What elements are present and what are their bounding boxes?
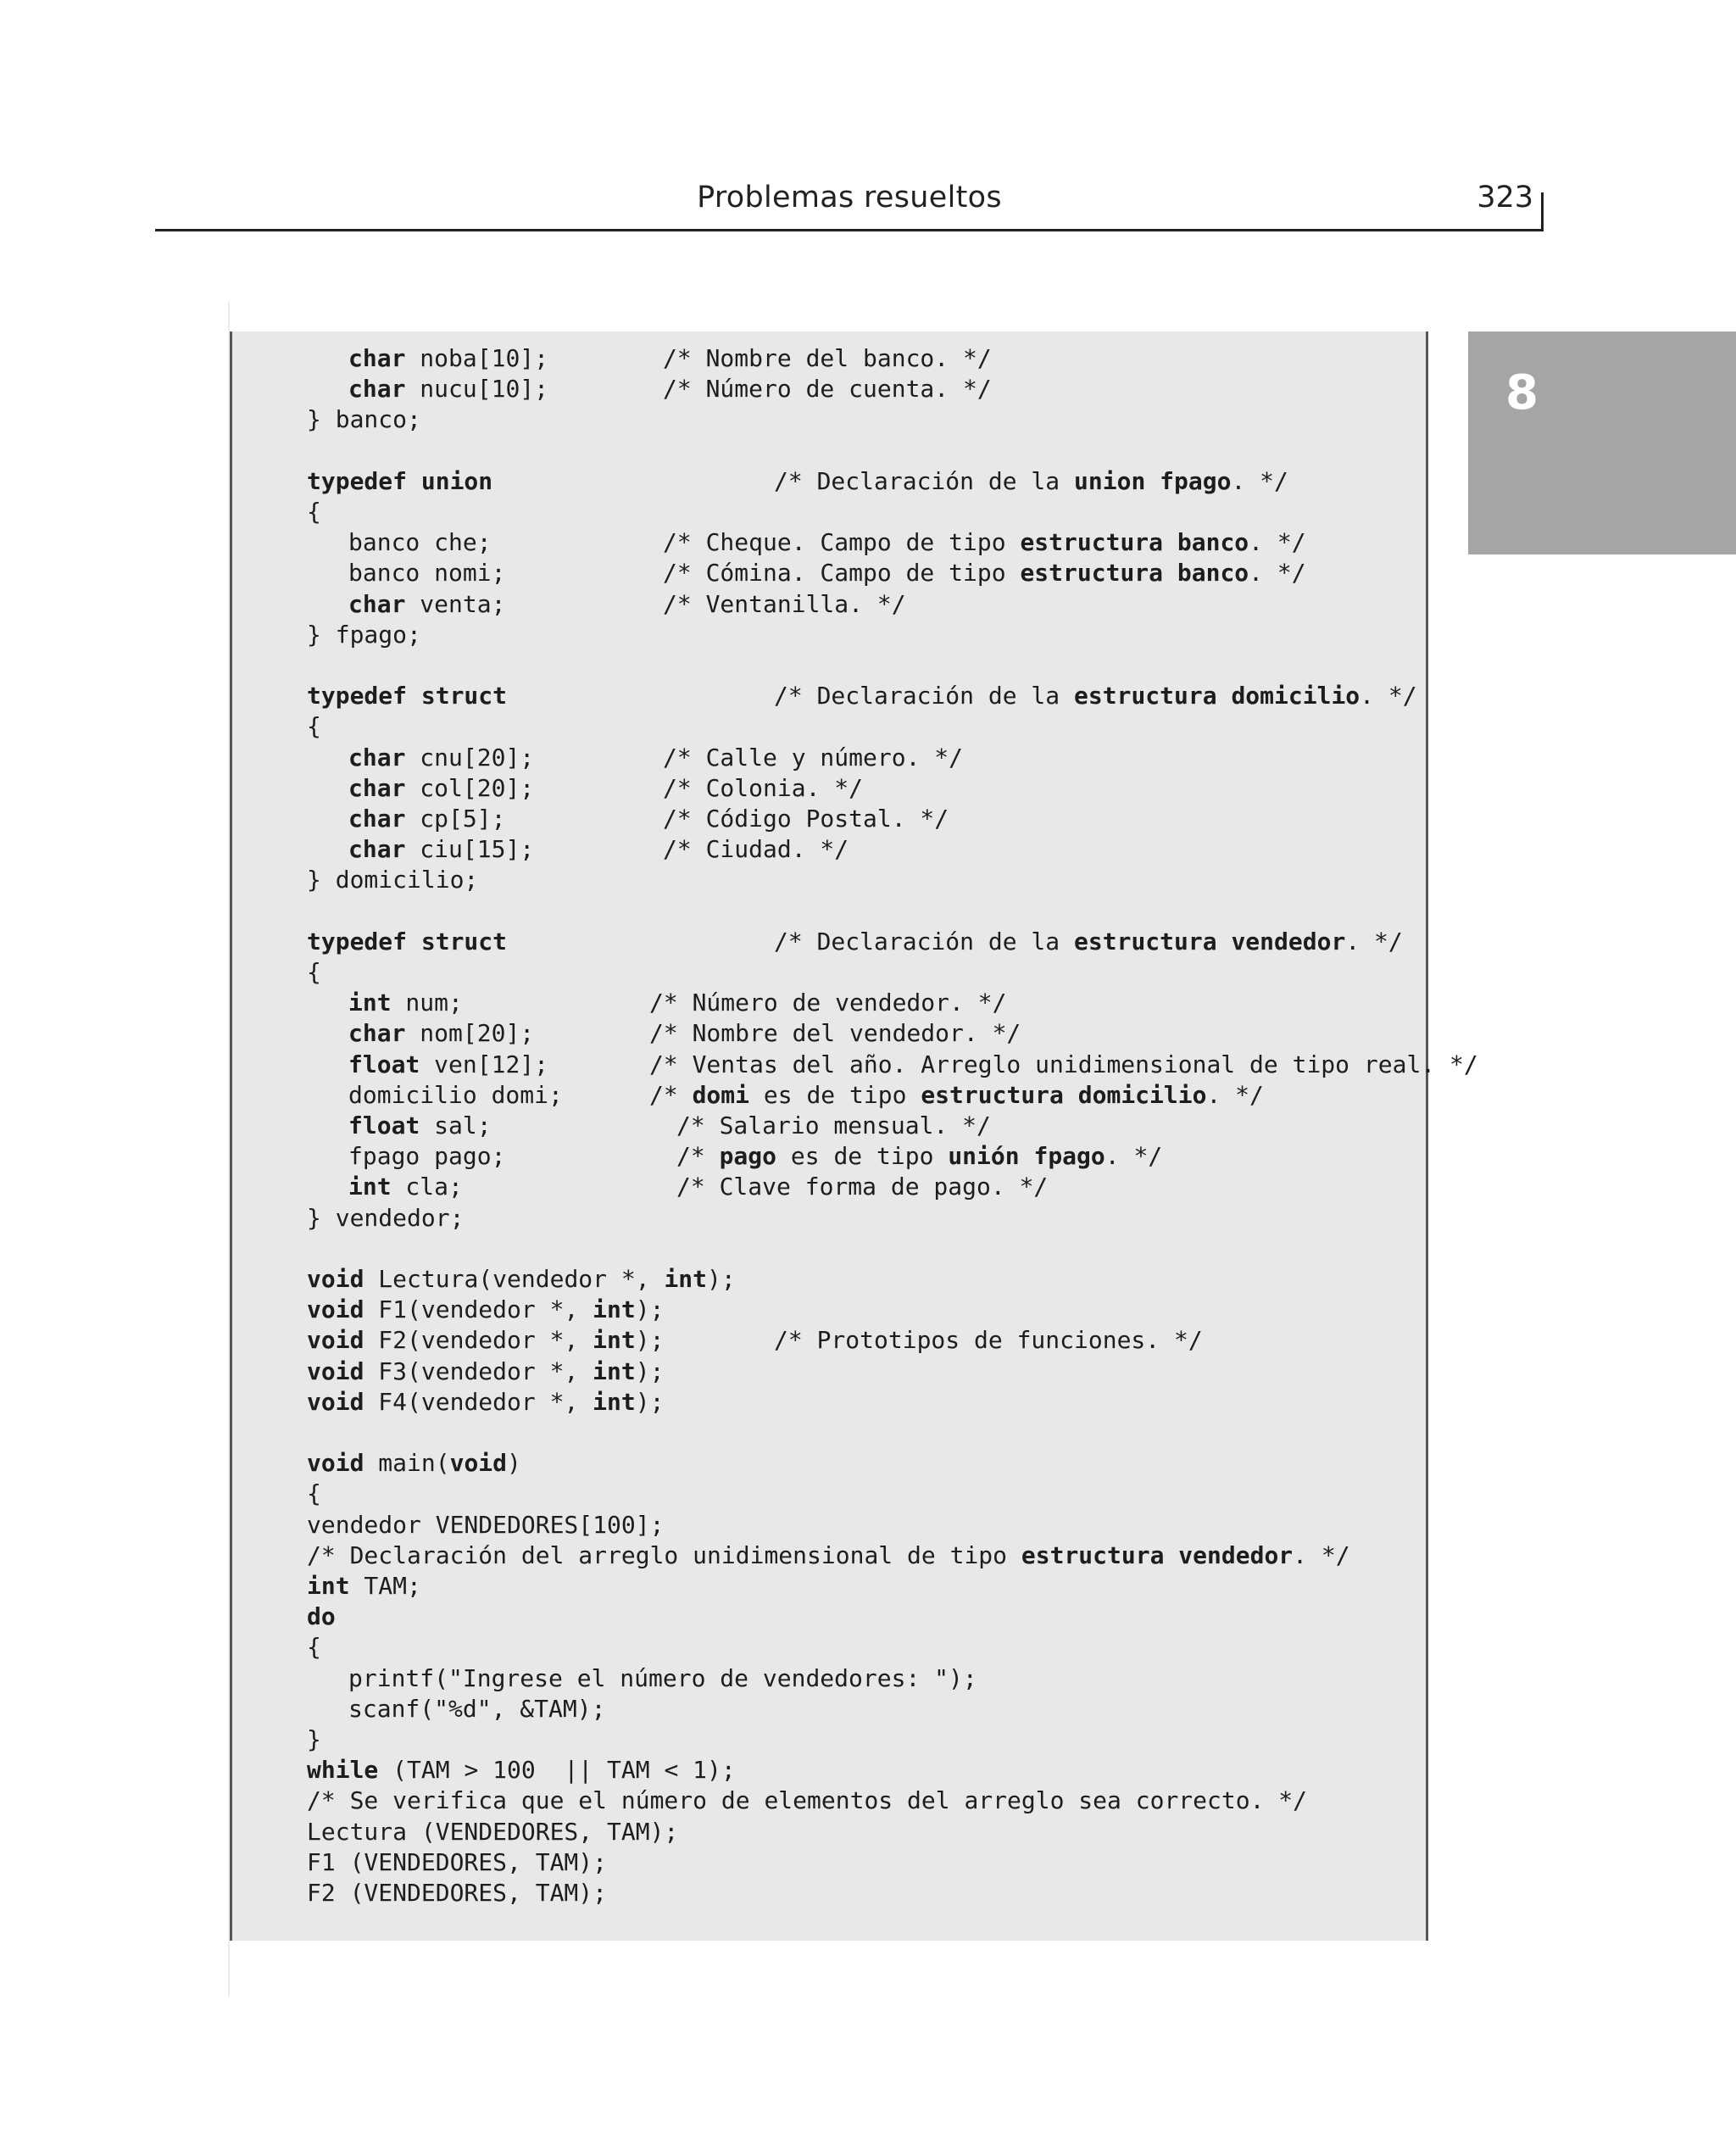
code-text: } banco; xyxy=(307,405,421,434)
code-text: vendedor VENDEDORES[100]; xyxy=(307,1510,665,1539)
code-statement xyxy=(348,834,534,865)
comment-text: /* Clave forma de pago. */ xyxy=(676,1173,1049,1201)
code-listing-panel xyxy=(230,331,1478,1941)
code-text: nucu[10]; xyxy=(405,375,549,404)
comment-text: . */ xyxy=(1249,559,1306,588)
comment-emphasis: estructura vendedor xyxy=(1074,927,1346,955)
code-statement xyxy=(307,927,507,957)
code-keyword: int xyxy=(593,1357,636,1385)
code-text: } domicilio; xyxy=(307,866,479,894)
running-title: Problemas resueltos xyxy=(697,181,1002,214)
code-statement xyxy=(307,1479,321,1509)
comment-emphasis: estructura banco xyxy=(1020,528,1249,557)
code-text: nom[20]; xyxy=(405,1019,535,1048)
code-text: main( xyxy=(364,1449,450,1478)
code-text: venta; xyxy=(405,589,506,618)
code-statement xyxy=(307,1540,1350,1571)
code-keyword: char xyxy=(348,805,406,833)
chapter-number: 8 xyxy=(1505,365,1538,421)
code-statement xyxy=(307,1571,421,1602)
code-keyword: typedef union xyxy=(307,466,493,495)
code-statement xyxy=(348,343,548,374)
code-keyword: int xyxy=(593,1326,636,1355)
code-text: ); xyxy=(635,1295,665,1324)
code-text: col[20]; xyxy=(405,773,535,802)
code-comment xyxy=(649,1018,1021,1049)
code-text: F2 (VENDEDORES, TAM); xyxy=(307,1879,608,1907)
code-text: { xyxy=(307,958,321,986)
code-statement xyxy=(348,1050,548,1080)
code-statement xyxy=(307,1510,664,1540)
code-text: cp[5]; xyxy=(405,805,506,833)
code-statement xyxy=(307,681,507,711)
code-comment xyxy=(676,1141,1162,1172)
code-keyword: int xyxy=(348,989,392,1017)
code-text: sal; xyxy=(420,1111,492,1139)
code-statement xyxy=(307,1357,664,1387)
comment-text: . */ xyxy=(1104,1142,1163,1171)
comment-text: /* Código Postal. */ xyxy=(663,805,949,833)
code-comment xyxy=(649,1080,1264,1111)
code-keyword: int xyxy=(664,1265,708,1293)
code-statement xyxy=(307,711,321,742)
code-keyword: do xyxy=(307,1602,336,1631)
code-keyword: char xyxy=(348,589,406,618)
code-text: printf("Ingrese el número de vendedores: "); xyxy=(348,1663,977,1692)
comment-text: /* Declaración de la xyxy=(774,682,1075,710)
code-text: { xyxy=(307,498,321,526)
code-keyword: void xyxy=(307,1295,364,1324)
code-statement xyxy=(307,404,421,435)
code-text: . */ xyxy=(1293,1540,1350,1569)
code-text: ); xyxy=(707,1265,736,1293)
code-comment xyxy=(663,343,992,374)
code-text: F1 (VENDEDORES, TAM); xyxy=(307,1847,608,1876)
code-text: ); xyxy=(635,1326,665,1355)
code-keyword: void xyxy=(307,1265,364,1293)
code-statement xyxy=(307,1755,736,1786)
code-comment xyxy=(676,1172,1048,1202)
comment-text: . */ xyxy=(1231,466,1288,495)
code-comment xyxy=(663,743,963,773)
code-text: banco che; xyxy=(348,528,492,557)
comment-text: /* Nombre del banco. */ xyxy=(663,344,992,372)
code-text: domicilio domi; xyxy=(348,1080,563,1109)
code-statement xyxy=(348,374,548,404)
code-keyword: char xyxy=(348,835,406,864)
code-comment xyxy=(663,558,1306,588)
code-keyword: float xyxy=(348,1111,420,1139)
code-text: num; xyxy=(391,989,463,1017)
code-statement xyxy=(307,865,478,895)
comment-emphasis: estructura domicilio xyxy=(921,1080,1207,1109)
code-text: ); xyxy=(635,1357,665,1385)
comment-text: /* xyxy=(676,1142,720,1171)
comment-text: /* Cómina. Campo de tipo xyxy=(663,559,1021,588)
code-text: F4(vendedor *, xyxy=(364,1387,593,1416)
code-keyword: float xyxy=(348,1050,420,1078)
code-statement xyxy=(348,1018,534,1049)
code-statement xyxy=(307,1295,664,1325)
code-statement xyxy=(348,743,534,773)
code-statement xyxy=(307,1264,736,1295)
code-keyword: char xyxy=(348,773,406,802)
comment-emphasis: union fpago xyxy=(1074,466,1232,495)
comment-text: . */ xyxy=(1360,682,1417,710)
code-statement xyxy=(307,1448,521,1479)
code-comment xyxy=(663,374,992,404)
code-text: cla; xyxy=(391,1173,463,1201)
comment-text: es de tipo xyxy=(749,1080,921,1109)
code-keyword: void xyxy=(307,1449,364,1478)
code-statement xyxy=(348,589,505,620)
code-text: TAM; xyxy=(349,1572,421,1600)
code-text: scanf("%d", &TAM); xyxy=(348,1694,606,1723)
code-keyword: char xyxy=(348,375,406,404)
comment-text: . */ xyxy=(1249,528,1306,557)
comment-text: /* Cheque. Campo de tipo xyxy=(663,528,1021,557)
code-keyword: void xyxy=(307,1357,364,1385)
header-tick xyxy=(1541,192,1544,231)
code-text: { xyxy=(307,1633,321,1662)
comment-text: /* xyxy=(649,1080,693,1109)
code-statement xyxy=(307,1817,678,1847)
code-keyword: void xyxy=(307,1326,364,1355)
code-text: } fpago; xyxy=(307,620,421,649)
code-text: Lectura (VENDEDORES, TAM); xyxy=(307,1817,679,1846)
code-keyword: estructura vendedor xyxy=(1021,1540,1294,1569)
code-statement xyxy=(307,1786,1307,1816)
code-comment xyxy=(663,589,906,620)
code-comment xyxy=(663,527,1306,558)
comment-text: . */ xyxy=(1345,927,1403,955)
code-comment xyxy=(774,681,1417,711)
code-text: F2(vendedor *, xyxy=(364,1326,593,1355)
code-statement xyxy=(307,1387,664,1418)
comment-emphasis: unión fpago xyxy=(948,1142,1105,1171)
code-comment xyxy=(774,927,1403,957)
code-statement xyxy=(307,1602,336,1632)
code-text: /* Declaración del arreglo unidimensional de tipo xyxy=(307,1540,1021,1569)
code-text: fpago pago; xyxy=(348,1142,506,1171)
code-text: Lectura(vendedor *, xyxy=(364,1265,665,1293)
comment-text: /* Ventas del año. Arreglo unidimensional de tipo real. */ xyxy=(649,1050,1478,1078)
code-comment xyxy=(663,804,949,834)
code-statement xyxy=(348,1694,605,1724)
code-statement xyxy=(348,1080,563,1111)
code-text: /* Se verifica que el número de elementos del arreglo sea correcto. */ xyxy=(307,1786,1308,1815)
code-text: ) xyxy=(507,1449,521,1478)
comment-text: /* Nombre del vendedor. */ xyxy=(649,1019,1021,1048)
comment-text: /* Ciudad. */ xyxy=(663,835,849,864)
comment-text: /* Prototipos de funciones. */ xyxy=(774,1326,1203,1355)
code-statement xyxy=(307,957,321,988)
code-text: F3(vendedor *, xyxy=(364,1357,593,1385)
code-keyword: char xyxy=(348,344,406,372)
code-text: { xyxy=(307,1479,321,1508)
code-keyword: char xyxy=(348,743,406,772)
code-text: cnu[20]; xyxy=(405,743,535,772)
code-text: ); xyxy=(635,1387,665,1416)
comment-text: /* Declaración de la xyxy=(774,466,1075,495)
comment-text: /* Calle y número. */ xyxy=(663,743,964,772)
code-text: ven[12]; xyxy=(420,1050,549,1078)
code-text: { xyxy=(307,712,321,741)
code-comment xyxy=(676,1111,991,1141)
code-keyword: void xyxy=(449,1449,508,1478)
code-text: ciu[15]; xyxy=(405,835,535,864)
code-comment xyxy=(663,834,849,865)
comment-emphasis: estructura domicilio xyxy=(1074,682,1360,710)
code-statement xyxy=(307,1632,321,1663)
chapter-tab xyxy=(1468,331,1736,554)
page-number: 323 xyxy=(1477,181,1533,214)
code-keyword: char xyxy=(348,1019,406,1048)
code-keyword: int xyxy=(348,1173,392,1201)
comment-emphasis: domi xyxy=(692,1080,750,1109)
code-text: } vendedor; xyxy=(307,1203,465,1232)
code-statement xyxy=(348,1111,492,1141)
code-keyword: int xyxy=(593,1387,636,1416)
code-comment xyxy=(649,988,1006,1018)
code-text: F1(vendedor *, xyxy=(364,1295,593,1324)
code-statement xyxy=(348,804,505,834)
comment-text: /* Número de cuenta. */ xyxy=(663,375,992,404)
comment-text: /* Salario mensual. */ xyxy=(676,1111,991,1139)
code-statement xyxy=(307,1724,321,1755)
comment-text: /* Número de vendedor. */ xyxy=(649,989,1007,1017)
code-statement xyxy=(348,1172,463,1202)
code-statement xyxy=(307,1878,607,1908)
comment-text: . */ xyxy=(1206,1080,1264,1109)
code-keyword: void xyxy=(307,1387,364,1416)
code-keyword: int xyxy=(593,1295,636,1324)
code-statement xyxy=(348,1663,977,1694)
code-keyword: int xyxy=(307,1572,350,1600)
code-text: (TAM > 100 || TAM < 1); xyxy=(378,1756,736,1785)
code-keyword: typedef struct xyxy=(307,682,508,710)
code-comment xyxy=(774,466,1288,497)
code-statement xyxy=(307,1203,464,1234)
code-statement xyxy=(307,1847,607,1878)
code-comment xyxy=(663,773,863,804)
code-statement xyxy=(307,1325,664,1356)
code-statement xyxy=(307,466,492,497)
code-comment xyxy=(774,1325,1203,1356)
code-statement xyxy=(348,558,505,588)
code-keyword: while xyxy=(307,1756,379,1785)
comment-emphasis: pago xyxy=(719,1142,777,1171)
code-statement xyxy=(348,527,492,558)
code-statement xyxy=(348,773,534,804)
code-text: noba[10]; xyxy=(405,344,549,372)
code-keyword: typedef struct xyxy=(307,927,508,955)
comment-text: /* Ventanilla. */ xyxy=(663,589,906,618)
code-statement xyxy=(348,988,463,1018)
comment-text: /* Declaración de la xyxy=(774,927,1075,955)
comment-text: /* Colonia. */ xyxy=(663,773,864,802)
page-header xyxy=(155,174,1544,231)
comment-text: es de tipo xyxy=(776,1142,949,1171)
code-comment xyxy=(649,1050,1478,1080)
code-text: banco nomi; xyxy=(348,559,506,588)
code-statement xyxy=(307,620,421,650)
comment-emphasis: estructura banco xyxy=(1020,559,1249,588)
code-statement xyxy=(307,497,321,527)
code-statement xyxy=(348,1141,505,1172)
code-text: } xyxy=(307,1725,321,1753)
